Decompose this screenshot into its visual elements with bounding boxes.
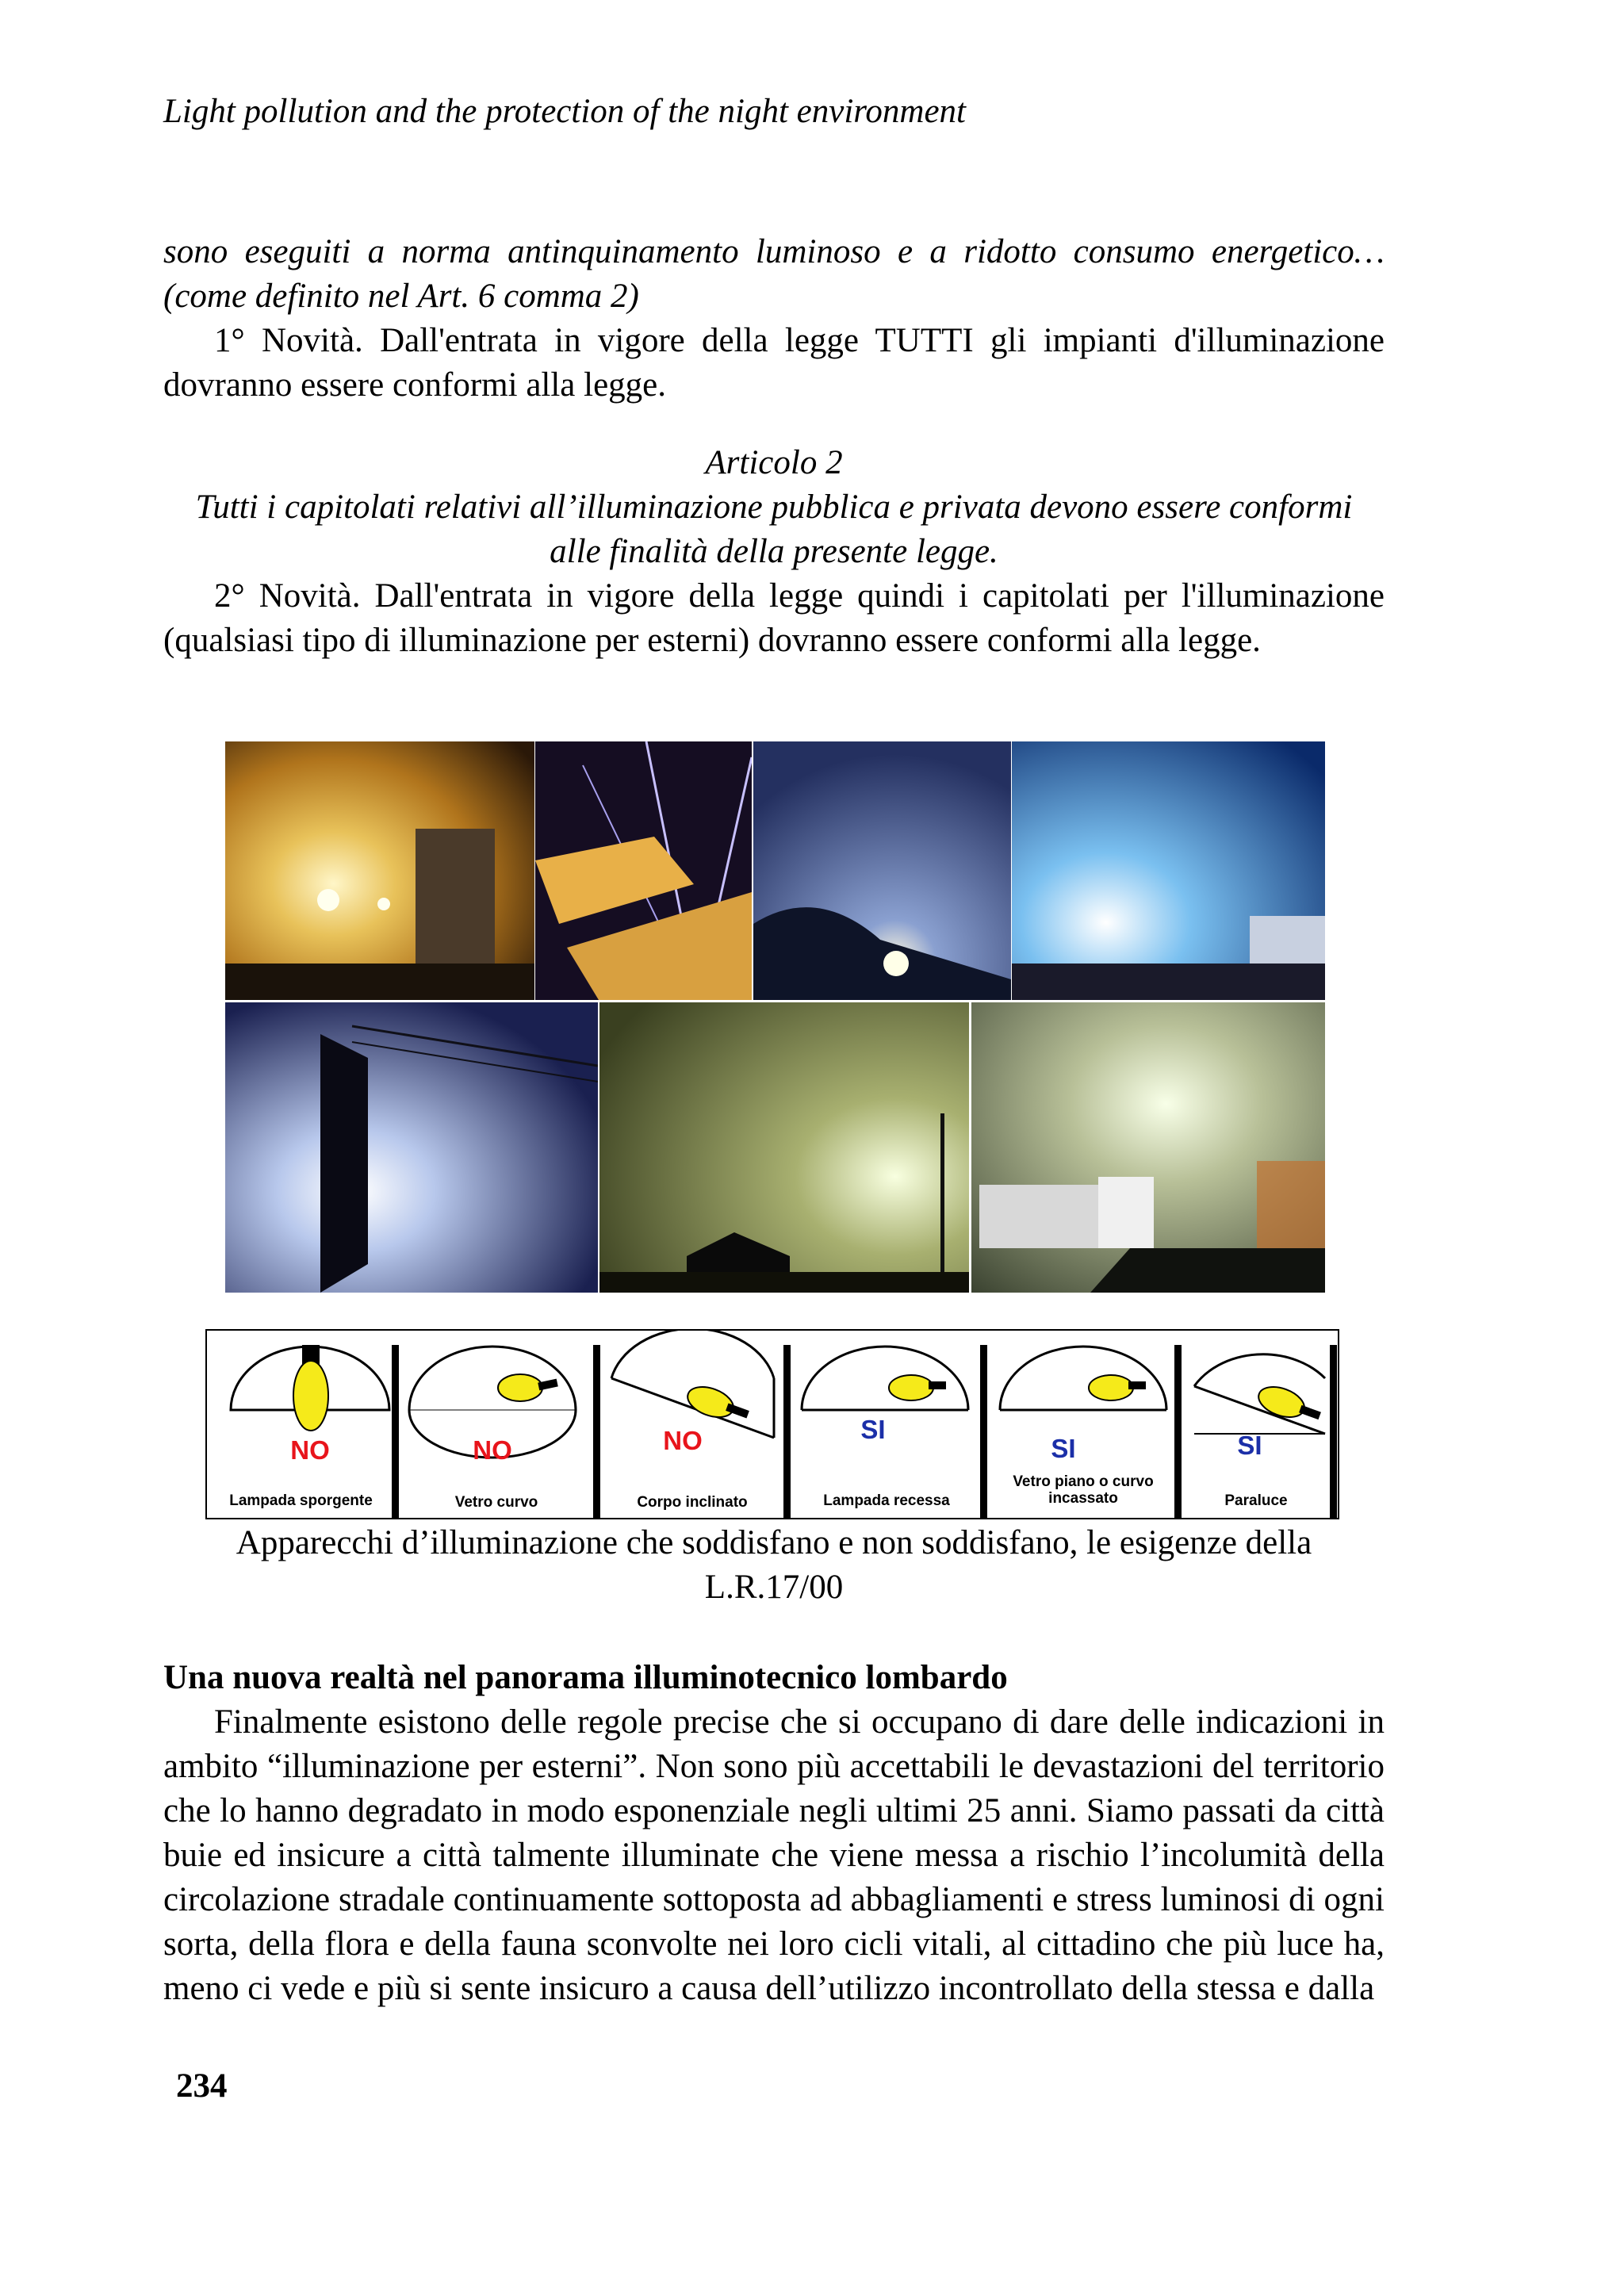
section-heading: Una nuova realtà nel panorama illuminotecnico lombardo [163,1659,1008,1696]
photo-billboard-floodlights [225,1002,598,1293]
verdict-vetro-incassato: SI [1051,1434,1076,1463]
photo-laser-beams [535,741,752,1000]
label-vetro-incassato: Vetro piano o curvo incassato [1013,1473,1154,1507]
verdict-corpo-inclinato: NO [663,1426,703,1455]
paragraph-novita-1: 1° Novità. Dall'entrata in vigore della legge TUTTI gli impianti d'illuminazione dovranno essere conformi alla legge. [163,322,1385,404]
verdict-lampada-sporgente: NO [290,1435,330,1465]
verdict-vetro-curvo: NO [473,1435,512,1465]
luminaire-diagram [205,1329,1339,1519]
photo-stadium-floodlights [1012,741,1325,1000]
page-number: 234 [176,2067,228,2105]
verdict-paraluce: SI [1237,1431,1262,1460]
luminaire-drawings [207,1331,1338,1518]
spacer [163,408,1385,441]
section [163,1656,1385,2011]
running-header: Light pollution and the protection of the night environment [163,93,966,130]
paragraph-continuation: sono eseguiti a norma antinquinamento luminoso e a ridotto consumo energetico… (come definito nel Art. 6 comma 2) [163,233,1385,315]
photo-church-glow [753,741,1011,1000]
intro-text [163,230,1385,663]
photo-street-fog-buildings [971,1002,1325,1293]
label-corpo-inclinato: Corpo inclinato [637,1494,748,1511]
label-vetro-curvo: Vetro curvo [454,1494,538,1511]
article-text: Tutti i capitolati relativi all’illuminazione pubblica e privata devono essere conformi alle finalità della presente legge. [195,488,1353,570]
label-lampada-recessa: Lampada recessa [823,1492,950,1509]
article-title: Articolo 2 [705,444,843,481]
photo-fog-street-lights [225,741,534,1000]
verdict-lampada-recessa: SI [860,1415,886,1444]
label-lampada-sporgente: Lampada sporgente [229,1492,373,1509]
paragraph-body: Finalmente esistono delle regole precise che si occupano di dare delle indicazioni in ambito “illuminazione per esterni”. Non sono più accettabili le devastazioni del territorio che lo hanno degradato in modo esponenziale negli ultimi 25 anni. Siamo passati da città buie ed insicure a città talmente illuminate che viene messa a rischio l’incolumità della circolazione stradale continuamente sottoposta ad abbagliamenti e stress luminosi di ogni sorta, della flora e della fauna sconvolte nei loro cicli vitali, al cittadino che più luce ha, meno ci vede e più si sente insicuro a causa dell’utilizzo incontrollato della stessa e dalla [163,1703,1385,2007]
photo-green-fog-house [599,1002,969,1293]
paragraph-novita-2: 2° Novità. Dall'entrata in vigore della legge quindi i capitolati per l'illuminazione (qualsiasi tipo di illuminazione per esterni) dovranno essere conformi alla legge. [163,577,1385,659]
figure-caption: Apparecchi d’illuminazione che soddisfano e non soddisfano, le esigenze della L.R.17/00 [236,1524,1312,1606]
label-paraluce: Paraluce [1224,1492,1288,1509]
